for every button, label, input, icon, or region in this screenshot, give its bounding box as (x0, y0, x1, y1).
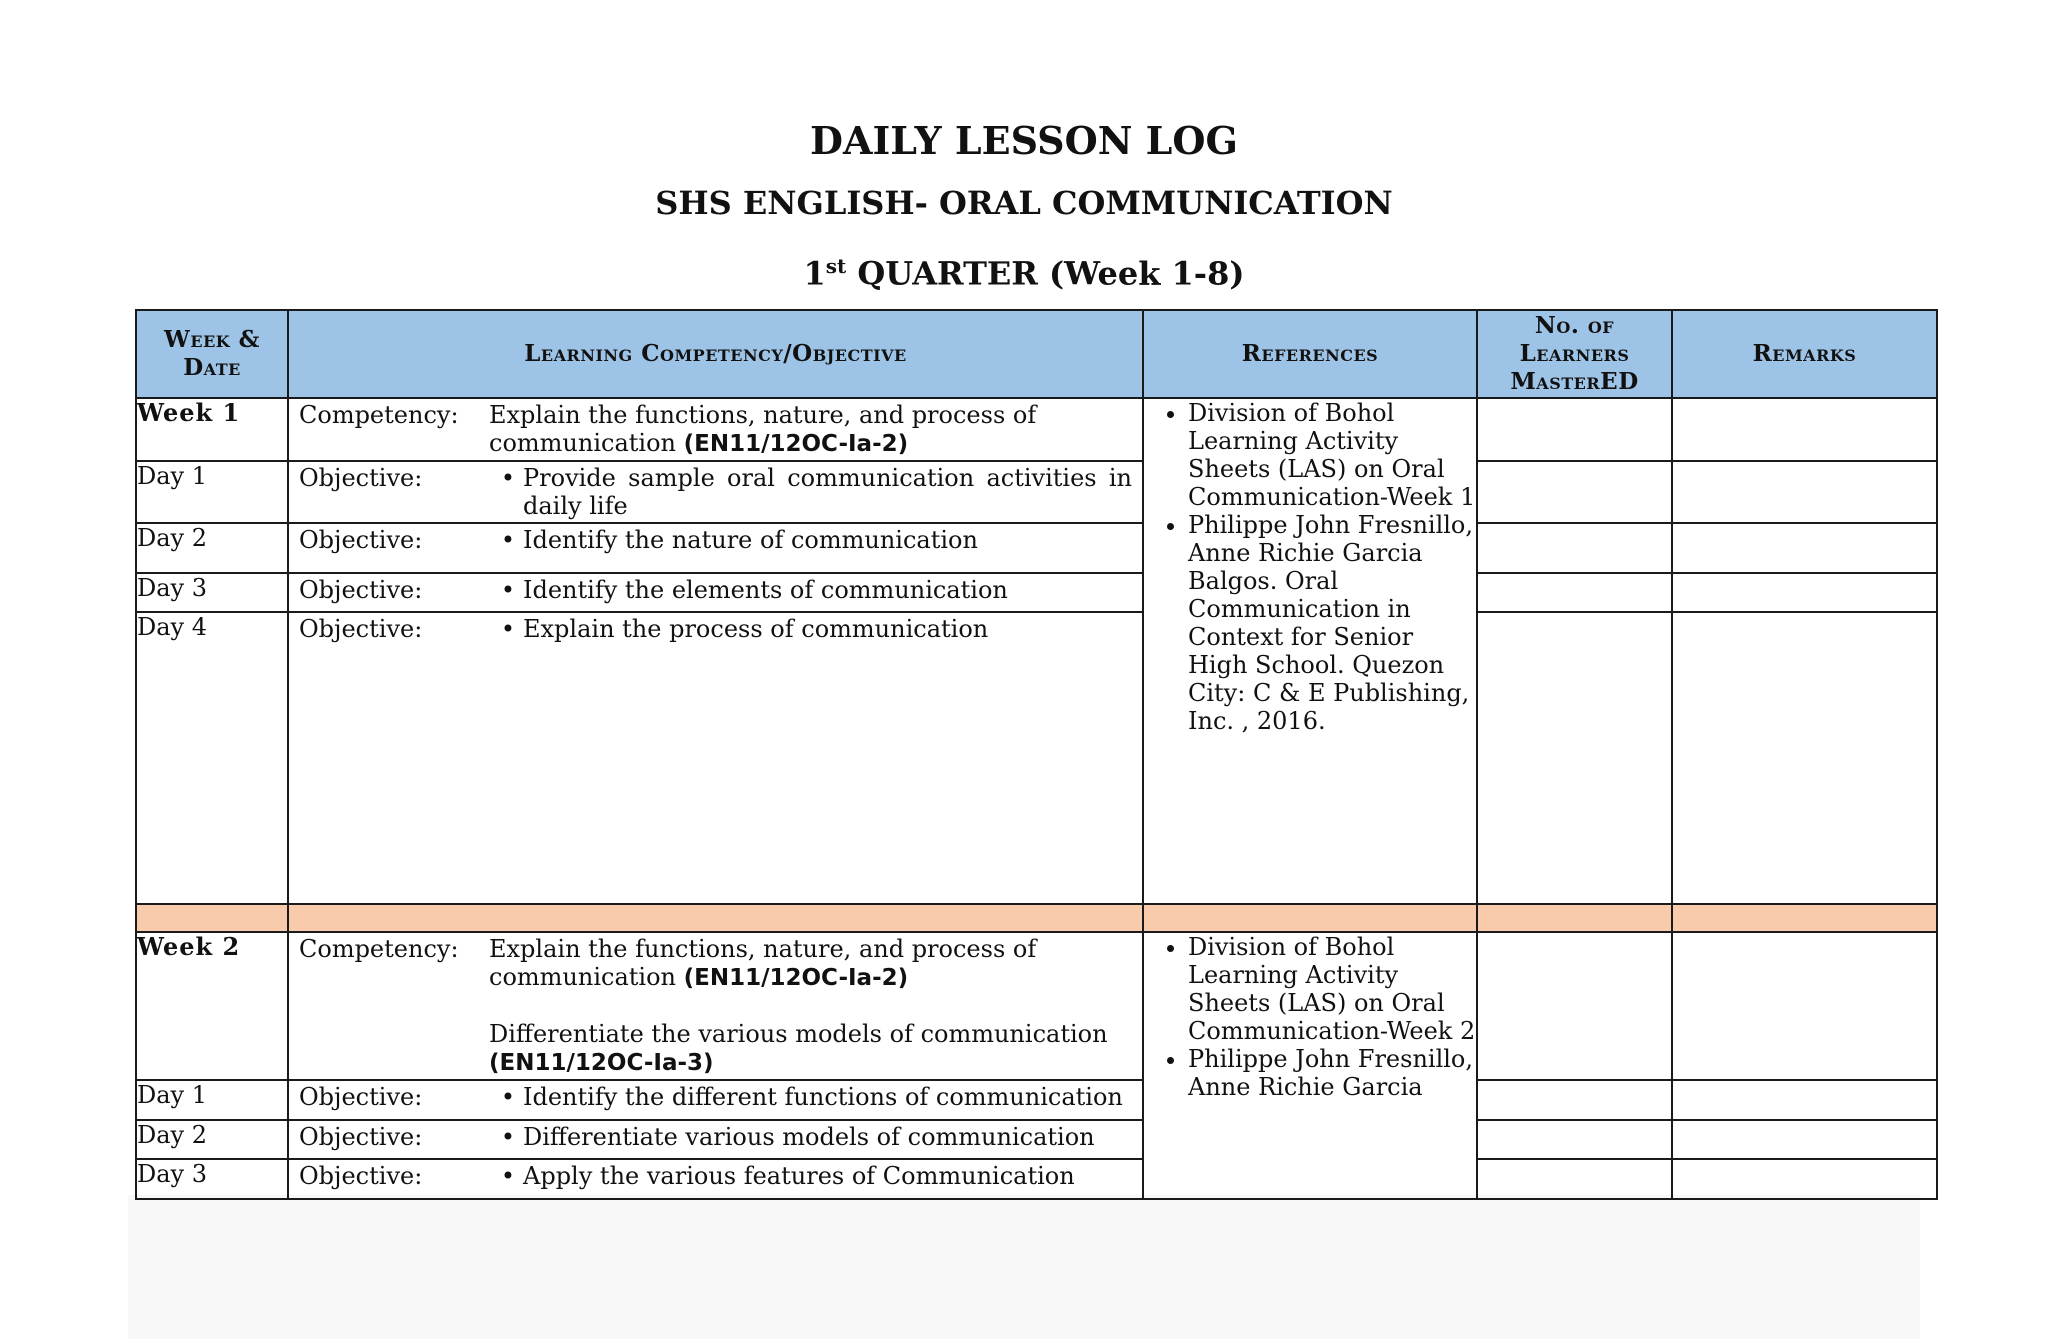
table-row (136, 1159, 1937, 1199)
bullet-icon: • (500, 1083, 515, 1111)
table-row (136, 612, 1937, 904)
table-row (136, 932, 1937, 1080)
document-header (0, 112, 2048, 296)
objective-label: Objective: (299, 576, 423, 604)
remarks-cell (1672, 1120, 1937, 1159)
remarks-cell (1672, 932, 1937, 1080)
col-header-remarks: Remarks (1672, 310, 1937, 398)
col-header-week-date: Week & Date (136, 310, 288, 398)
learners-mastered-cell (1477, 1120, 1672, 1159)
table-row (136, 523, 1937, 573)
day-label: Day 2 (136, 523, 288, 573)
learners-mastered-cell (1477, 1080, 1672, 1120)
competency-cell (289, 933, 1142, 1079)
competency-code: (EN11/12OC-Ia-2) (683, 431, 909, 457)
document-quarter (0, 236, 2048, 296)
objective-label: Objective: (299, 464, 423, 492)
lesson-log-table (135, 309, 1938, 1200)
day-label: Day 3 (136, 1159, 288, 1199)
bullet-icon: • (500, 615, 515, 643)
table-row (136, 461, 1937, 523)
learners-mastered-cell (1477, 461, 1672, 523)
document-title: DAILY LESSON LOG (810, 118, 1238, 163)
objective-label: Objective: (299, 1162, 423, 1190)
learners-mastered-cell (1477, 573, 1672, 612)
objective-text: Differentiate various models of communication (523, 1123, 1095, 1151)
competency-code: (EN11/12OC-Ia-3) (489, 1050, 714, 1076)
col-header-learners-mastered: No. of Learners MasterED (1477, 310, 1672, 398)
reference-item: • Philippe John Fresnillo, Anne Richie Garcia Balgos. Oral Communication in Context for Senior High School. Quezon City: C & E Publishing, Inc. , 2016. (1188, 511, 1476, 735)
objective-label: Objective: (299, 1123, 423, 1151)
week-label: Week 1 (137, 398, 241, 427)
remarks-cell (1672, 612, 1937, 904)
reference-item: • Philippe John Fresnillo, Anne Richie Garcia (1188, 1045, 1476, 1101)
remarks-cell (1672, 1159, 1937, 1199)
page-bottom-shade (128, 1195, 1920, 1339)
day-label: Day 4 (136, 612, 288, 904)
learners-mastered-cell (1477, 523, 1672, 573)
objective-text: Identify the different functions of communication (523, 1083, 1123, 1111)
reference-item: • Division of Bohol Learning Activity Sheets (LAS) on Oral Communication-Week 2 (1188, 933, 1476, 1045)
objective-text: Explain the process of communication (523, 615, 989, 643)
remarks-cell (1672, 461, 1937, 523)
objective-text: Identify the nature of communication (523, 526, 978, 554)
bullet-icon: • (500, 1162, 515, 1190)
document-subject: SHS ENGLISH- ORAL COMMUNICATION (655, 184, 1393, 222)
objective-text: Apply the various features of Communication (523, 1162, 1075, 1190)
competency-label: Competency: (299, 401, 459, 429)
learners-mastered-cell (1477, 612, 1672, 904)
learners-mastered-cell (1477, 1159, 1672, 1199)
day-label: Day 1 (136, 461, 288, 523)
references-cell (1143, 398, 1477, 904)
learners-mastered-cell (1477, 398, 1672, 461)
week-label: Week 2 (137, 932, 241, 961)
objective-label: Objective: (299, 615, 423, 643)
bullet-icon: • (500, 464, 515, 492)
objective-text: Provide sample oral communication activities in daily life (523, 464, 1132, 520)
competency-cell (289, 399, 1142, 460)
day-label: Day 2 (136, 1120, 288, 1159)
objective-label: Objective: (299, 526, 423, 554)
col-header-competency: Learning Competency/Objective (288, 310, 1143, 398)
remarks-cell (1672, 1080, 1937, 1120)
competency-text: Explain the functions, nature, and process of communication (489, 935, 1037, 991)
reference-item: • Division of Bohol Learning Activity Sheets (LAS) on Oral Communication-Week 1 (1188, 399, 1476, 511)
bullet-icon: • (500, 1123, 515, 1151)
week-separator-row (136, 904, 1937, 932)
bullet-icon: • (500, 526, 515, 554)
col-header-references: References (1143, 310, 1477, 398)
table-row (136, 1120, 1937, 1159)
objective-text: Identify the elements of communication (523, 576, 1008, 604)
table-row (136, 573, 1937, 612)
remarks-cell (1672, 523, 1937, 573)
learners-mastered-cell (1477, 932, 1672, 1080)
quarter-label: QUARTER (Week 1-8) (846, 254, 1245, 293)
competency-label: Competency: (299, 935, 459, 963)
table-row (136, 398, 1937, 461)
quarter-number: 1 (803, 254, 826, 293)
objective-label: Objective: (299, 1083, 423, 1111)
remarks-cell (1672, 573, 1937, 612)
competency-text: Differentiate the various models of communication (489, 1020, 1108, 1048)
remarks-cell (1672, 398, 1937, 461)
competency-code: (EN11/12OC-Ia-2) (683, 965, 909, 991)
table-row (136, 1080, 1937, 1120)
bullet-icon: • (500, 576, 515, 604)
day-label: Day 3 (136, 573, 288, 612)
table-header-row (136, 310, 1937, 398)
quarter-suffix: st (825, 254, 847, 278)
competency-text: Explain the functions, nature, and process of communication (489, 401, 1037, 457)
day-label: Day 1 (136, 1080, 288, 1120)
references-cell (1143, 932, 1477, 1199)
